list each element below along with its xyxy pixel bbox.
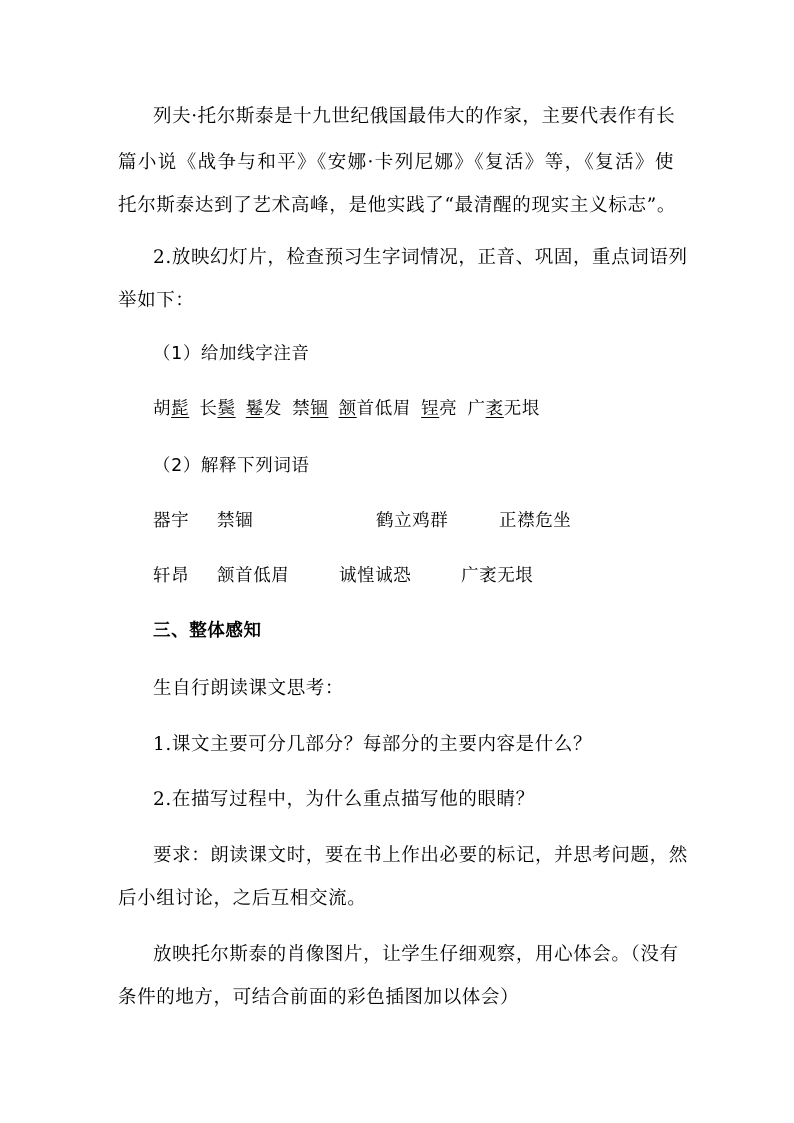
pinyin-word: 长鬓 (199, 399, 236, 419)
para1-line2: 篇小说《战争与和平》《安娜·卡列尼娜》《复活》等，《复活》使 (118, 152, 674, 173)
para1-line3: 托尔斯泰达到了艺术高峰，是他实践了“最清醒的现实主义标志”。 (118, 195, 676, 216)
explain-word: 禁锢 (217, 511, 254, 531)
explain-word: 诚惶诚恐 (339, 566, 412, 586)
para2-line2: 举如下： (118, 290, 195, 311)
explain-word: 正襟危坐 (499, 511, 572, 531)
requirement-line1: 要求：朗读课文时，要在书上作出必要的标记，并思考问题，然 (153, 845, 688, 866)
question-1: 1.课文主要可分几部分？每部分的主要内容是什么？ (153, 734, 593, 755)
pinyin-word: 颔首低眉 (338, 399, 411, 419)
intro-text: 生自行朗读课文思考： (153, 678, 345, 699)
section-heading: 三、整体感知 (153, 621, 262, 641)
pinyin-word: 锃亮 (421, 399, 458, 419)
subheading-explain: （2）解释下列词语 (153, 456, 310, 476)
portrait-line1: 放映托尔斯泰的肖像图片，让学生仔细观察，用心体会。（没有 (153, 944, 679, 965)
explain-word: 颔首低眉 (217, 566, 290, 586)
pinyin-word: 广袤无垠 (467, 399, 540, 419)
pinyin-word: 鬈发 (245, 399, 282, 419)
portrait-line2: 条件的地方，可结合前面的彩色插图加以体会） (118, 987, 520, 1008)
pinyin-word-list (153, 396, 540, 422)
question-2: 2.在描写过程中，为什么重点描写他的眼睛？ (153, 789, 535, 810)
pinyin-word: 禁锢 (292, 399, 329, 419)
subheading-pinyin: （1）给加线字注音 (153, 344, 310, 364)
requirement-line2: 后小组讨论，之后互相交流。 (118, 888, 367, 909)
explain-word: 器宇 (153, 511, 190, 531)
explain-word: 鹤立鸡群 (376, 511, 449, 531)
explain-word: 广袤无垠 (461, 566, 534, 586)
para1-line1: 列夫·托尔斯泰是十九世纪俄国最伟大的作家，主要代表作有长 (153, 106, 676, 127)
explain-word: 轩昂 (153, 566, 190, 586)
para2-line1: 2.放映幻灯片，检查预习生字词情况，正音、巩固，重点词语列 (153, 247, 688, 268)
pinyin-word: 胡髭 (153, 399, 190, 419)
